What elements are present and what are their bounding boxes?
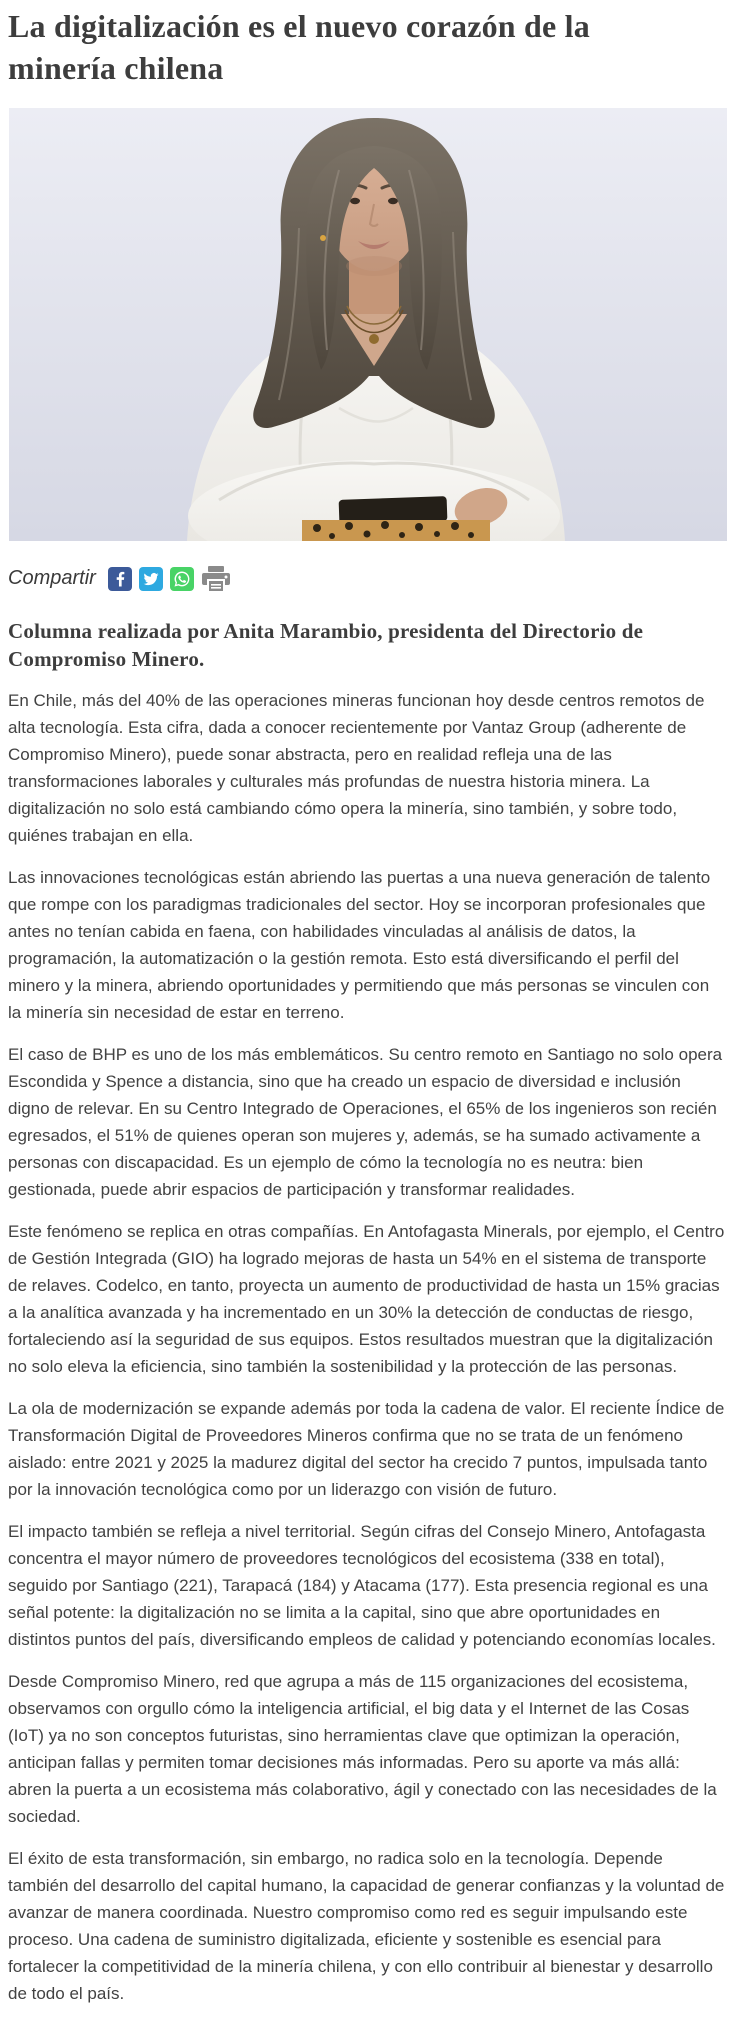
share-label: Compartir	[8, 567, 96, 590]
lead-photo	[9, 108, 727, 541]
twitter-icon	[142, 570, 160, 588]
article-paragraph: En Chile, más del 40% de las operaciones mineras funcionan hoy desde centros remotos de alta tecnología. Esta cifra, dada a conocer recientemente por Vantaz Group (adherente de Compromiso Minero), puede sonar abstracta, pero en realidad refleja una de las transformaciones laborales y culturales más profundas de nuestra historia minera. La digitalización no solo está cambiando cómo opera la minería, sino también, y sobre todo, quiénes trabajan en ella.	[8, 691, 705, 846]
portrait-photo-illustration	[9, 108, 727, 541]
share-print-button[interactable]	[201, 565, 231, 592]
facebook-icon	[111, 570, 129, 588]
article-paragraph: La ola de modernización se expande además por toda la cadena de valor. El reciente Índice de Transformación Digital de Proveedores Mineros confirma que no se trata de un fenómeno aislado: entre 2021 y 2025 la madurez digital del sector ha crecido 7 puntos, impulsada tanto por la innovación tecnológica como por un liderazgo con visión de futuro.	[8, 1399, 725, 1500]
page-title-line-1: La digitalización es el nuevo corazón de la	[8, 8, 590, 44]
article-page	[0, 6, 735, 2032]
article-paragraph: El caso de BHP es uno de los más emblemáticos. Su centro remoto en Santiago no solo opera Escondida y Spence a distancia, sino que ha creado un espacio de diversidad e inclusión digno de relevar. En su Centro Integrado de Operaciones, el 65% de los ingenieros son recién egresados, el 51% de quienes operan son mujeres y, además, se ha sumado activamente a personas con discapacidad. Es un ejemplo de cómo la tecnología no es neutra: bien gestionada, puede abrir espacios de participación y transformar realidades.	[8, 1045, 723, 1200]
page-title	[8, 6, 727, 89]
share-twitter-button[interactable]	[139, 567, 163, 591]
article-paragraph: Las innovaciones tecnológicas están abriendo las puertas a una nueva generación de talento que rompe con los paradigmas tradicionales del sector. Hoy se incorporan profesionales que antes no tenían cabida en faena, con habilidades vinculadas al análisis de datos, la programación, la automatización o la gestión remota. Esto está diversificando el perfil del minero y la minera, abriendo oportunidades y permitiendo que más personas se vinculen con la minería sin necesidad de estar en terreno.	[8, 868, 711, 1023]
share-facebook-button[interactable]	[108, 567, 132, 591]
article-body	[8, 687, 727, 2007]
share-whatsapp-button[interactable]	[170, 567, 194, 591]
article-paragraph: Desde Compromiso Minero, red que agrupa a más de 115 organizaciones del ecosistema, observamos con orgullo cómo la inteligencia artificial, el big data y el Internet de las Cosas (IoT) ya no son conceptos futuristas, sino herramientas clave que optimizan la operación, anticipan fallas y permiten tomar decisiones más informadas. Pero su aporte va más allá: abren la puerta a un ecosistema más colaborativo, ágil y conectado con las necesidades de la sociedad.	[8, 1672, 717, 1827]
share-bar	[8, 565, 727, 592]
print-icon	[201, 565, 231, 592]
page-title-line-2: minería chilena	[8, 49, 224, 86]
article-paragraph: El éxito de esta transformación, sin embargo, no radica solo en la tecnología. Depende también del desarrollo del capital humano, la capacidad de generar confianzas y la voluntad de avanzar de manera coordinada. Nuestro compromiso como red es seguir impulsando este proceso. Una cadena de suministro digitalizada, eficiente y sostenible es esencial para fortalecer la competitividad de la minería chilena, y con ello contribuir al bienestar y desarrollo de todo el país.	[8, 1849, 725, 2004]
byline-line-1: Columna realizada por Anita Marambio, presidenta del Directorio de	[8, 619, 644, 644]
article-paragraph: Este fenómeno se replica en otras compañías. En Antofagasta Minerals, por ejemplo, el Centro de Gestión Integrada (GIO) ha logrado mejoras de hasta un 54% en el sistema de transporte de relaves. Codelco, en tanto, proyecta un aumento de productividad de hasta un 15% gracias a la analítica avanzada y ha incrementado en un 30% la detección de conductas de riesgo, fortaleciendo así la seguridad de sus equipos. Estos resultados muestran que la digitalización no solo eleva la eficiencia, sino también la sostenibilidad y la protección de las personas.	[8, 1222, 725, 1377]
byline	[8, 618, 727, 674]
article-paragraph: El impacto también se refleja a nivel territorial. Según cifras del Consejo Minero, Antofagasta concentra el mayor número de proveedores tecnológicos del ecosistema (338 en total), seguido por Santiago (221), Tarapacá (184) y Atacama (177). Esta presencia regional es una señal potente: la digitalización no se limita a la capital, sino que abre oportunidades en distintos puntos del país, diversificando empleos de calidad y potenciando economías locales.	[8, 1522, 716, 1650]
whatsapp-icon	[173, 570, 191, 588]
byline-line-2: Compromiso Minero.	[8, 647, 205, 672]
